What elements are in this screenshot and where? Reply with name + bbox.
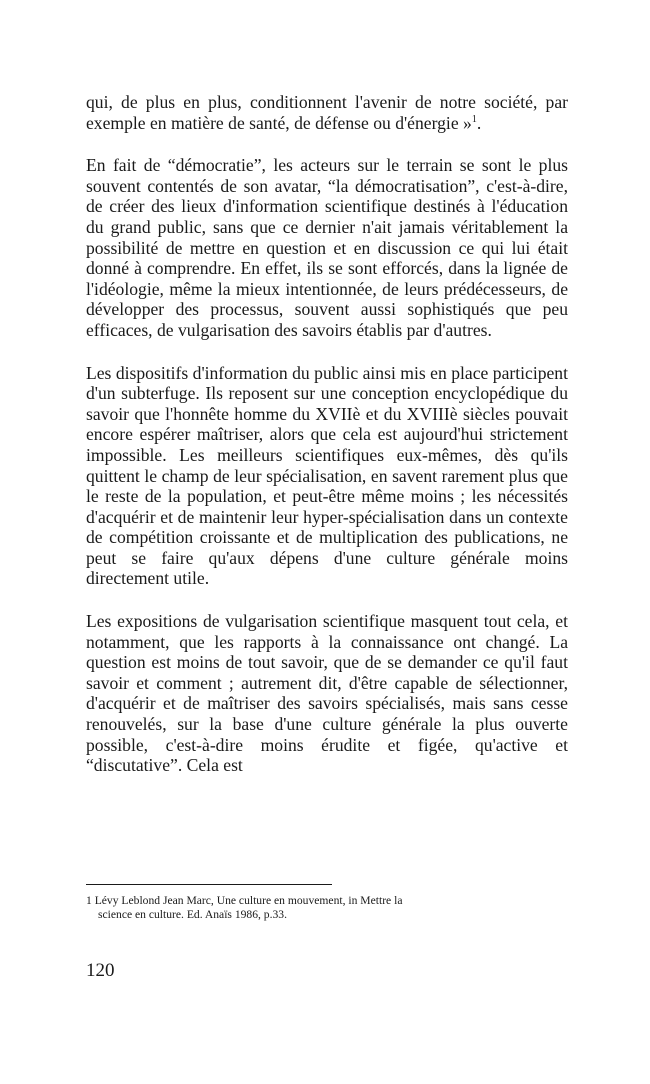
- page-number: 120: [86, 960, 115, 981]
- footnote: [86, 894, 568, 922]
- paragraph-4: Les expositions de vulgarisation scientifique masquent tout cela, et notamment, que les rapports à la connaissance ont changé. La question est moins de tout savoir, que de se demander ce qu'il faut savoir et comment ; autrement dit, d'être capable de sélectionner, d'acquérir et de maîtriser des savoirs spécialisés, mais sans cesse renouvelés, sur la base d'une culture générale la plus ouverte possible, c'est-à-dire moins érudite et figée, qu'active et “discutative”. Cela est: [86, 611, 568, 776]
- paragraph-1-end: .: [476, 112, 482, 133]
- page-body: [86, 92, 568, 798]
- footnote-reference[interactable]: 1: [471, 113, 477, 125]
- paragraph-1: [86, 92, 568, 133]
- footnote-line-1: 1 Lévy Leblond Jean Marc, Une culture en mouvement, in Mettre la: [86, 894, 403, 907]
- paragraph-2: En fait de “démocratie”, les acteurs sur le terrain se sont le plus souvent contentés de son avatar, “la démocratisation”, c'est-à-dire, de créer des lieux d'information scientifique destinés à l'éducation du grand public, sans que ce dernier n'ait jamais véritablement la possibilité de mettre en question et en discussion ce qui lui était donné à comprendre. En effet, ils se sont efforcés, dans la lignée de l'idéologie, même la mieux intentionnée, de leurs prédécesseurs, de développer des processus, souvent aussi sophistiqués que peu efficaces, de vulgarisation des savoirs établis par d'autres.: [86, 155, 568, 340]
- footnote-separator: [86, 884, 332, 885]
- paragraph-1-text: qui, de plus en plus, conditionnent l'avenir de notre société, par exemple en matière de santé, de défense ou d'énergie »: [86, 92, 568, 133]
- footnote-line-2: science en culture. Ed. Anaïs 1986, p.33.: [98, 908, 287, 921]
- paragraph-3: Les dispositifs d'information du public ainsi mis en place participent d'un subterfuge. Ils reposent sur une conception encyclopédique du savoir que l'honnête homme du XVIIè et du XVIIIè siècles pouvait encore espérer maîtriser, alors que cela est aujourd'hui strictement impossible. Les meilleurs scientifiques eux-mêmes, dès qu'ils quittent le champ de leur spécialisation, en savent rarement plus que le reste de la population, et peut-être même moins ; les nécessités d'acquérir et de maintenir leur hyper-spécialisation dans un contexte de compétition croissante et de multiplication des publications, ne peut se faire qu'aux dépens d'une culture générale moins directement utile.: [86, 362, 568, 589]
